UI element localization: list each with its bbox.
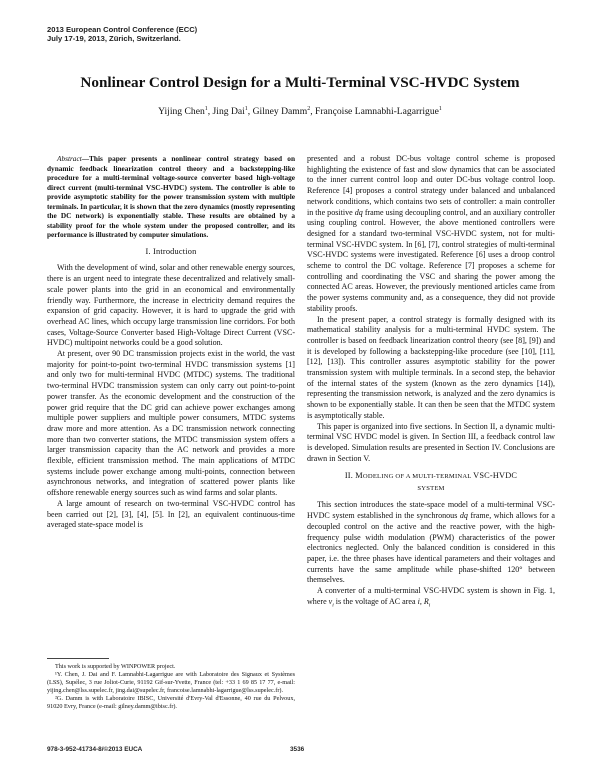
conference-date-location: July 17-19, 2013, Zürich, Switzerland. — [47, 34, 181, 44]
author-affiliation-mark: 1 — [438, 106, 442, 112]
abstract-lead: Abstract — [57, 154, 82, 163]
author-name: Jing Dai — [212, 106, 245, 118]
heading-text: II. M — [344, 471, 363, 481]
heading-text: VSC-HVDC — [473, 471, 518, 481]
author-name: Françoise Lamnabhi-Lagarrigue — [315, 106, 439, 118]
text-run: , — [419, 596, 424, 606]
author-name: Yijing Chen — [158, 106, 205, 118]
paragraph: At present, over 90 DC transmission projects exist in the world, the vast majority for point-to-point two-terminal HVDC transmission systems [1] and only two for multi-terminal HVDC (MTDC) systems. The traditional two-terminal HVDC transmission system can only carry out point-to-point power transfer. As the economic development and the construction of the power grid require that the DC grid can achieve power exchanges among multiple power suppliers and multiple power consumers, MTDC systems draw more and more attention. As a DC transmission network connecting more than two converter stations, the MTDC transmission system offers a larger transmission capacity than the AC network and provides a more flexible, efficient transmission method. The main applications of MTDC systems include power exchange among multi-points, connection between asynchronous networks, and integration of scattered power plants like offshore renewable energy sources such as wind farms and solar plants. — [47, 349, 295, 498]
math-subscript: i — [332, 602, 334, 609]
footer-isbn: 978-3-952-41734-8/©2013 EUCA — [47, 746, 143, 753]
footnote: ¹Y. Chen, J. Dai and F. Lamnabhi-Lagarrigue are with Laboratoire des Signaux et Systèmes (LSS), Supélec, 3 rue Joliot-Curie, 91192 Gif-sur-Yvette, France (tel: +33 1 69 85 17 77, e-mail: yijing.chen@lss.supelec.fr, jing.dai@supelec.fr, francoise.lamnabhi-lagarrigue@lss.supelec.fr). — [47, 671, 295, 695]
text-run: This section introduces the state-space model of a multi-terminal VSC-HVDC system established in the synchronous — [307, 500, 555, 521]
footnote: This work is supported by WINPOWER project. — [55, 663, 176, 670]
paragraph: With the development of wind, solar and other renewable energy sources, there is an urgent need to integrate these decentralized and relatively small-scale power plants into the grid in an economical and environmentally friendly way. Furthermore, the increase in electricity demand requires the expansion of grid capacity. However, it is hard to upgrade the grid with overhead AC lines, which occupy large transmission line corridors. For both cases, Voltage-Source Converter based High-Voltage Direct Current (VSC-HVDC) multipoint networks could be a good solution. — [47, 263, 295, 348]
paragraph: A large amount of research on two-terminal VSC-HVDC control has been carried out [2], [3], [4], [5]. In [2], an equivalent continuous-time averaged state-space model is — [47, 498, 295, 530]
paragraph: This paper is organized into five sections. In Section II, a dynamic multi-terminal VSC HVDC model is given. In Section III, a feedback control law is developed. Simulation results are presented in Section IV. Conclusions are drawn in Section V. — [307, 421, 555, 463]
math-symbol: v — [328, 596, 333, 606]
paragraph — [307, 154, 555, 315]
text-run: frame using decoupling control, and an auxiliary controller using coupling control. However, the above mentioned controllers were designed for a standard two-terminal VSC-HVDC system, not for multi-terminal VSC-HVDC system. In [6], [7], control strategies of multi-terminal VSC-HVDC systems were investigated. Reference [6] uses a droop control scheme to control the DC voltage. Reference [7] proposes a scheme for controlling and coordinating the VSC and sharing the power among the connected AC areas. However, the previously mentioned articles came from the power systems community and, as a consequence, they did not provide stability proofs. — [307, 207, 555, 313]
heading-text: SYSTEM — [417, 484, 445, 492]
text-run: is the voltage of AC area — [333, 596, 418, 606]
heading-text: ODELING OF A MULTI-TERMINAL — [362, 473, 474, 481]
left-column — [47, 154, 295, 531]
author-affiliation-mark: 1 — [244, 106, 248, 112]
author-name: Gilney Damm — [252, 106, 308, 118]
paragraph — [307, 586, 555, 611]
text-run: frame, which allows for a decoupled control on the active and the reactive power, with the high-frequency pulse width modulation (PWM) characteristics of the power electronics neglected. Only the balanced condition is considered in this paper, i.e. the three phases have identical parameters and their voltages and currents have the same amplitude while phase-shifted 120° between themselves. — [307, 511, 556, 585]
footnotes — [47, 663, 295, 712]
conference-header — [47, 25, 197, 44]
math-subscript: i — [428, 602, 431, 609]
right-column — [307, 154, 555, 611]
abstract-text: —This paper presents a nonlinear control strategy based on dynamic feedback linearization control theory and a backstepping-like procedure for a multi-terminal voltage-source converter based high-voltage direct current (multi-terminal VSC-HVDC) system. The controller is able to provide asymptotic stability for the power transmission system with multiple terminals. In particular, it is shown that the zero dynamics (mostly representing the DC network) is exponentially stable. These results are obtained by a stability proof for the whole system under the proposed controller, and its performance is illustrated by computer simulations. — [47, 154, 295, 240]
author-list: Yijing Chen$^1$, Jing Dai$^1$, Gilney Damm$^2$, Françoise Lamnabhi-Lagarrigue$^1$ — [158, 106, 442, 118]
math-symbol: R — [423, 596, 429, 606]
section-heading-introduction: I. Introduction — [145, 246, 197, 256]
text-run: A converter of a multi-terminal VSC-HVDC system is shown in Fig. 1, where — [307, 586, 555, 606]
text-run: presented and a robust DC-bus voltage control scheme is proposed highlighting the existence of fast and slow dynamics that can be associated to the inner current control loop and outer DC-bus voltage control loop. Reference [4] proposes a control strategy under balanced and unbalanced network conditions, which contains two sets of controller: a main controller in the positive — [307, 154, 555, 217]
paper-title: Nonlinear Control Design for a Multi-Terminal VSC-HVDC System — [80, 74, 520, 91]
conference-name: 2013 European Control Conference (ECC) — [47, 25, 198, 34]
math-symbol: dq — [354, 207, 363, 217]
section-heading-modeling — [307, 471, 555, 494]
paragraph — [307, 500, 555, 586]
footnote: ²G. Damm is with Laboratoire IBISC, Université d'Evry-Val d'Essonne, 40 rue du Pelvoux, 91020 Evry, France (e-mail: gilney.damm@ibisc.fr). — [47, 695, 295, 711]
footer-page-number: 3536 — [290, 746, 305, 753]
author-affiliation-mark: 2 — [307, 106, 311, 112]
math-symbol: i — [417, 596, 420, 606]
footnote-rule — [47, 658, 109, 659]
paragraph: In the present paper, a control strategy is formally designed with its mathematical stability analysis for a multi-terminal HVDC system. The controller is based on feedback linearization control theory (see [8], [9]) and it is developed by following a backstepping-like procedure (see [10], [11], [12], [13]). This controller assures asymptotic stability for the power transmission system with multiple terminals. In a second step, the behavior of the internal states of the system (known as the zero dynamics [14]), representing the transmission network, is analyzed and the zero dynamics is shown to be exponentially stable. It can then be seen that the MTDC system is asymptotically stable. — [307, 314, 555, 420]
author-affiliation-mark: 1 — [204, 106, 208, 112]
abstract — [47, 154, 295, 240]
math-symbol: dq — [459, 511, 468, 521]
